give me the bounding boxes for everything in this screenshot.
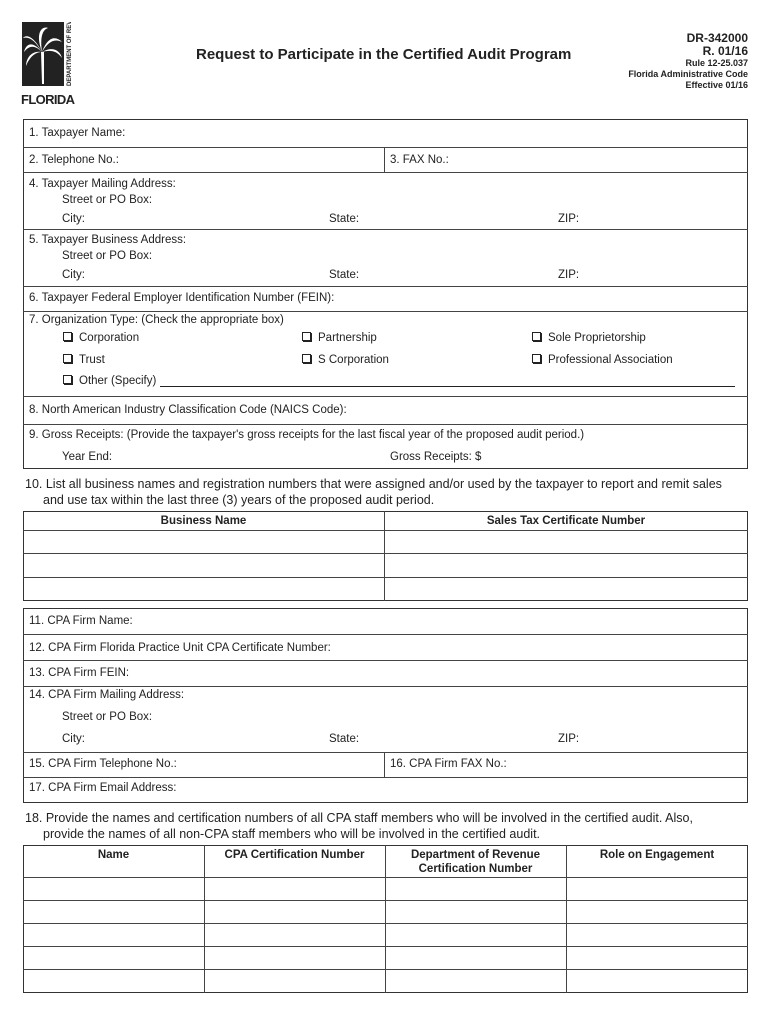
mailing-address-label: 4. Taxpayer Mailing Address:	[29, 178, 176, 190]
form-revision: R. 01/16	[702, 44, 748, 58]
cpa-fax-field[interactable]: 16. CPA Firm FAX No.:	[390, 758, 507, 770]
checkbox-s-corporation[interactable]: S Corporation	[302, 354, 389, 367]
checkbox-icon[interactable]	[532, 354, 541, 363]
checkbox-partnership[interactable]: Partnership	[302, 332, 377, 345]
staff-name-cell[interactable]	[24, 947, 203, 968]
role-cell[interactable]	[567, 878, 747, 899]
cpa-state-field[interactable]: State:	[329, 733, 360, 745]
business-name-cell[interactable]	[24, 554, 383, 576]
staff-name-header: Name	[97, 849, 130, 861]
cpa-email-field[interactable]: 17. CPA Firm Email Address:	[29, 782, 177, 794]
cpa-cert-cell[interactable]	[205, 970, 384, 991]
dor-cert-cell[interactable]	[386, 878, 565, 899]
cpa-cert-cell[interactable]	[205, 947, 384, 968]
cpa-telephone-field[interactable]: 15. CPA Firm Telephone No.:	[29, 758, 177, 770]
org-type-label: 7. Organization Type: (Check the appropriate box)	[29, 314, 284, 326]
dor-cert-cell[interactable]	[386, 947, 565, 968]
form-effective: Effective 01/16	[685, 80, 748, 90]
checkbox-sole-proprietorship[interactable]: Sole Proprietorship	[532, 332, 646, 345]
sales-tax-cert-cell[interactable]	[385, 531, 746, 553]
cpa-fein-field[interactable]: 13. CPA Firm FEIN:	[29, 667, 130, 679]
checkbox-icon[interactable]	[63, 354, 72, 363]
q10-instructions-line2: and use tax within the last three (3) years of the proposed audit period.	[43, 493, 435, 507]
dor-cert-cell[interactable]	[386, 970, 565, 991]
telephone-field[interactable]: 2. Telephone No.:	[29, 154, 119, 166]
role-cell[interactable]	[567, 970, 747, 991]
sales-tax-cert-header: Sales Tax Certificate Number	[486, 515, 646, 527]
form-number: DR-342000	[686, 31, 748, 45]
staff-name-cell[interactable]	[24, 878, 203, 899]
checkbox-trust[interactable]: Trust	[63, 354, 105, 367]
mailing-state-field[interactable]: State:	[329, 213, 360, 225]
florida-dor-logo	[20, 22, 78, 106]
role-cell[interactable]	[567, 924, 747, 945]
checkbox-icon[interactable]	[302, 354, 311, 363]
naics-field[interactable]: 8. North American Industry Classification Code (NAICS Code):	[29, 404, 347, 416]
svg-text:FLORIDA: FLORIDA	[21, 92, 75, 106]
form-rule: Rule 12-25.037	[685, 58, 748, 68]
form-title: Request to Participate in the Certified Audit Program	[196, 46, 572, 63]
cpa-cert-cell[interactable]	[205, 901, 384, 922]
cpa-address-label: 14. CPA Firm Mailing Address:	[29, 689, 185, 701]
cpa-cert-cell[interactable]	[205, 924, 384, 945]
mailing-street-field[interactable]: Street or PO Box:	[62, 194, 153, 206]
cpa-firm-section	[23, 608, 748, 803]
cpa-city-field[interactable]: City:	[62, 733, 85, 745]
other-specify-field[interactable]	[160, 386, 735, 387]
checkbox-professional-association[interactable]: Professional Association	[532, 354, 673, 367]
checkbox-icon[interactable]	[302, 332, 311, 341]
business-name-cell[interactable]	[24, 531, 383, 553]
year-end-field[interactable]: Year End:	[62, 451, 113, 463]
palm-tree-icon	[20, 22, 78, 106]
checkbox-icon[interactable]	[63, 375, 72, 384]
cpa-street-field[interactable]: Street or PO Box:	[62, 711, 153, 723]
checkbox-icon[interactable]	[63, 332, 72, 341]
business-name-header: Business Name	[160, 515, 247, 527]
q18-instructions-line2: provide the names of all non-CPA staff members who will be involved in the certified audit.	[43, 827, 541, 841]
taxpayer-name-field[interactable]: 1. Taxpayer Name:	[29, 127, 126, 139]
business-state-field[interactable]: State:	[329, 269, 360, 281]
checkbox-icon[interactable]	[532, 332, 541, 341]
cpa-certificate-field[interactable]: 12. CPA Firm Florida Practice Unit CPA Certificate Number:	[29, 642, 331, 654]
staff-name-cell[interactable]	[24, 901, 203, 922]
gross-receipts-instructions: 9. Gross Receipts: (Provide the taxpayer's gross receipts for the last fiscal year of the proposed audit period.)	[29, 429, 585, 441]
role-header: Role on Engagement	[599, 849, 715, 861]
dor-cert-number-header: Department of Revenue Certification Number	[410, 849, 541, 875]
svg-text:DEPARTMENT OF REVENUE: DEPARTMENT OF REVENUE	[67, 22, 73, 86]
business-street-field[interactable]: Street or PO Box:	[62, 250, 153, 262]
cpa-zip-field[interactable]: ZIP:	[558, 733, 580, 745]
q10-instructions-line1: 10. List all business names and registration numbers that were assigned and/or used by the taxpayer to report and remit sales	[25, 477, 722, 491]
checkbox-corporation[interactable]: Corporation	[63, 332, 139, 345]
form-code: Florida Administrative Code	[628, 69, 748, 79]
business-city-field[interactable]: City:	[62, 269, 85, 281]
staff-name-cell[interactable]	[24, 924, 203, 945]
dor-cert-cell[interactable]	[386, 924, 565, 945]
cpa-firm-name-field[interactable]: 11. CPA Firm Name:	[29, 615, 133, 627]
role-cell[interactable]	[567, 947, 747, 968]
fein-field[interactable]: 6. Taxpayer Federal Employer Identification Number (FEIN):	[29, 292, 335, 304]
sales-tax-cert-cell[interactable]	[385, 578, 746, 600]
sales-tax-cert-cell[interactable]	[385, 554, 746, 576]
cpa-cert-cell[interactable]	[205, 878, 384, 899]
fax-field[interactable]: 3. FAX No.:	[390, 154, 449, 166]
staff-name-cell[interactable]	[24, 970, 203, 991]
business-name-cell[interactable]	[24, 578, 383, 600]
dor-cert-cell[interactable]	[386, 901, 565, 922]
checkbox-other[interactable]: Other (Specify)	[63, 375, 156, 388]
mailing-zip-field[interactable]: ZIP:	[558, 213, 580, 225]
business-address-label: 5. Taxpayer Business Address:	[29, 234, 187, 246]
cpa-cert-number-header: CPA Certification Number	[224, 849, 365, 861]
role-cell[interactable]	[567, 901, 747, 922]
business-zip-field[interactable]: ZIP:	[558, 269, 580, 281]
q18-instructions-line1: 18. Provide the names and certification numbers of all CPA staff members who will be involved in the certified audit. Also,	[25, 811, 693, 825]
gross-receipts-field[interactable]: Gross Receipts: $	[390, 451, 482, 463]
mailing-city-field[interactable]: City:	[62, 213, 85, 225]
